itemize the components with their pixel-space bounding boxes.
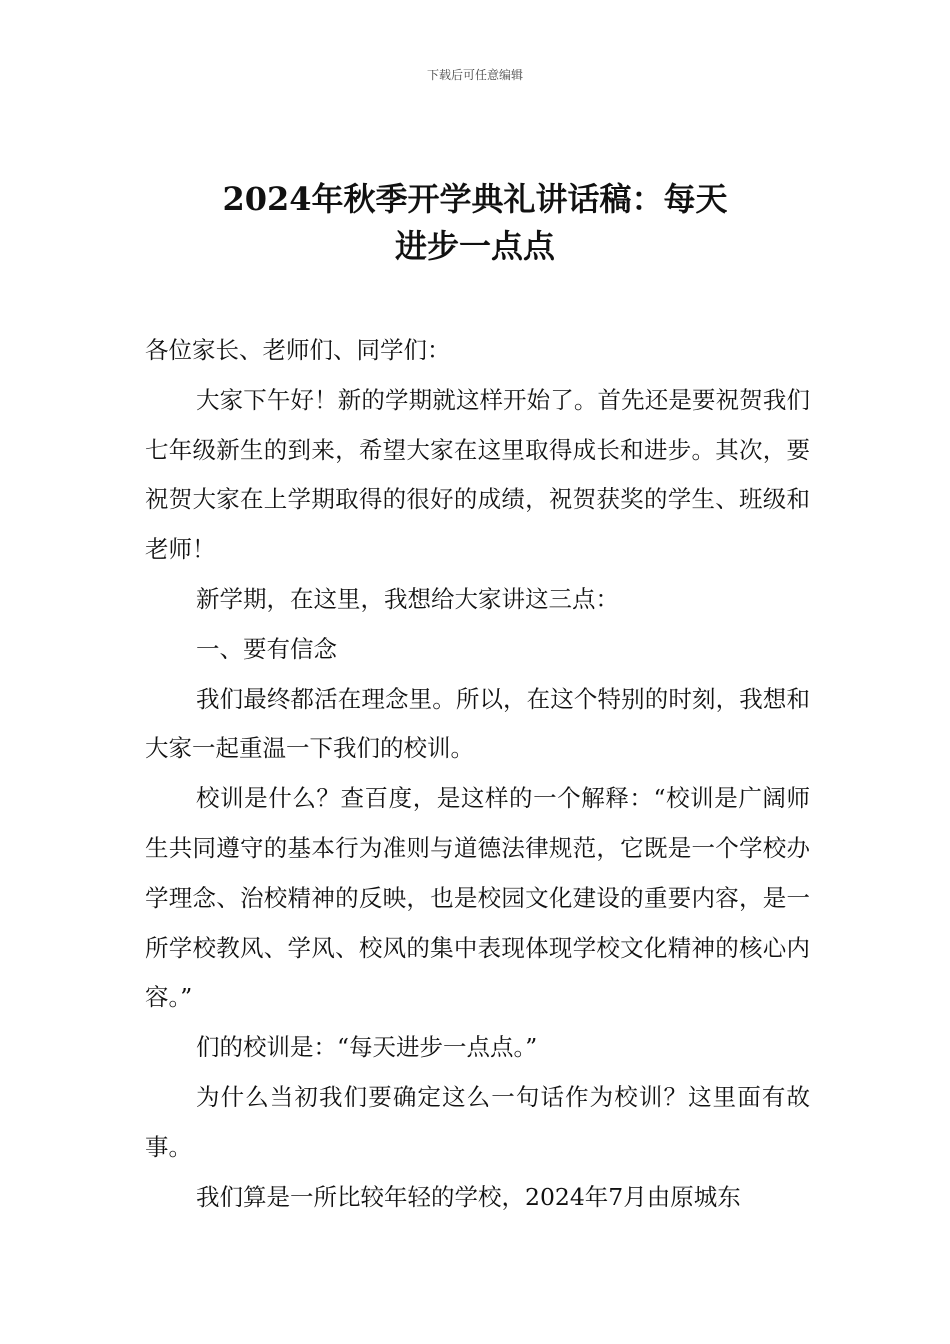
paragraph: 大家下午好！新的学期就这样开始了。首先还是要祝贺我们七年级新生的到来，希望大家在这里取得成长和进步。其次，要祝贺大家在上学期取得的很好的成绩，祝贺获奖的学生、班级和老师！ [145, 385, 810, 564]
document-title [145, 176, 805, 270]
salutation: 各位家长、老师们、同学们： [145, 336, 451, 364]
header-note: 下载后可任意编辑 [426, 68, 523, 82]
paragraph: 们的校训是：“每天进步一点点。” [196, 1033, 538, 1062]
paragraph: 我们算是一所比较年轻的学校，2024年7月由原城东 [196, 1182, 741, 1211]
paragraph: 新学期，在这里，我想给大家讲这三点： [196, 584, 619, 613]
section-heading: 一、要有信念 [196, 634, 337, 663]
title-line-2: 进步一点点 [394, 227, 555, 265]
document-body [145, 326, 810, 1222]
paragraph: 我们最终都活在理念里。所以，在这个特别的时刻，我想和大家一起重温一下我们的校训。 [145, 684, 810, 763]
paragraph: 为什么当初我们要确定这么一句话作为校训？这里面有故事。 [145, 1082, 810, 1161]
paragraph: 校训是什么？查百度，是这样的一个解释：“校训是广阔师生共同遵守的基本行为准则与道德法律规范，它既是一个学校办学理念、治校精神的反映，也是校园文化建设的重要内容，是一所学校教风、学风、校风的集中表现体现学校文化精神的核心内容。” [145, 784, 810, 1012]
title-line-1: 2024年秋季开学典礼讲话稿：每天 [222, 180, 728, 218]
